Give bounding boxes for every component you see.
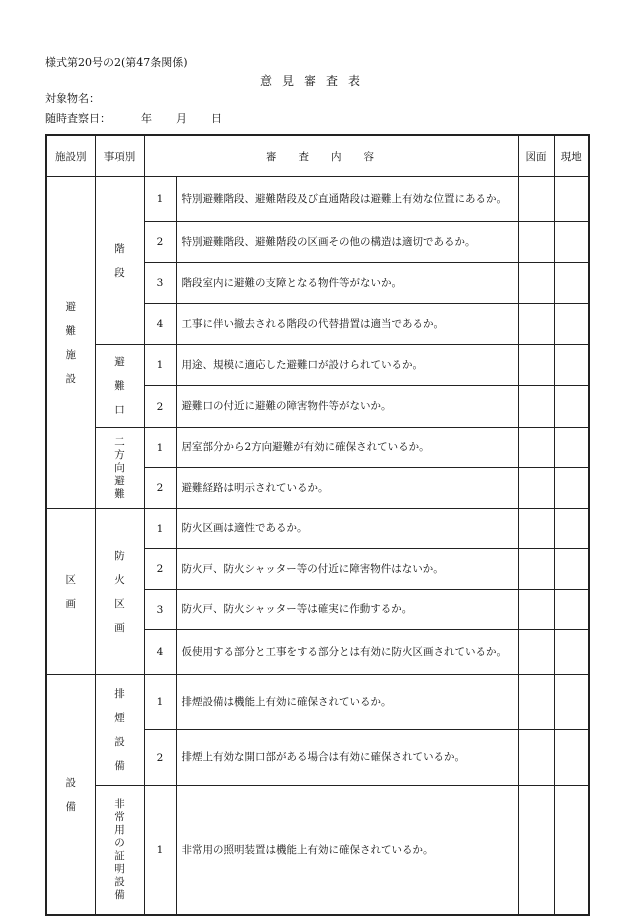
item-fire-division: 防 火 区 画 [95, 509, 144, 675]
row-text: 居室部分から2方向避難が有効に確保されているか。 [176, 428, 518, 468]
drawing-check-cell[interactable] [518, 786, 554, 916]
drawing-check-cell[interactable] [518, 177, 554, 222]
site-check-cell[interactable] [554, 549, 589, 590]
drawing-check-cell[interactable] [518, 304, 554, 345]
header-site: 現地 [554, 135, 589, 177]
section-division: 区 画 [46, 509, 95, 675]
table-row [46, 786, 589, 916]
drawing-check-cell[interactable] [518, 730, 554, 786]
inspection-date-label: 随時査察日： [45, 112, 111, 125]
row-number: 2 [144, 730, 176, 786]
section-evacuation: 避 難 施 設 [46, 177, 95, 509]
row-text: 工事に伴い撤去される階段の代替措置は適当であるか。 [176, 304, 518, 345]
drawing-check-cell[interactable] [518, 630, 554, 675]
table-row [46, 509, 589, 549]
row-text: 避難経路は明示されているか。 [176, 468, 518, 509]
drawing-check-cell[interactable] [518, 222, 554, 263]
row-number: 4 [144, 304, 176, 345]
item-two-way-evacuation: 二 方 向 避 難 [95, 428, 144, 509]
item-emergency-lighting: 非 常 用 の 証 明 設 備 [95, 786, 144, 916]
row-number: 1 [144, 786, 176, 916]
row-text: 避難口の付近に避難の障害物件等がないか。 [176, 386, 518, 428]
date-month-label: 月 [176, 112, 187, 125]
row-text: 排煙設備は機能上有効に確保されているか。 [176, 675, 518, 730]
site-check-cell[interactable] [554, 345, 589, 386]
row-text: 仮使用する部分と工事をする部分とは有効に防火区画されているか。 [176, 630, 518, 675]
item-stairs: 階 段 [95, 177, 144, 345]
row-number: 1 [144, 177, 176, 222]
drawing-check-cell[interactable] [518, 428, 554, 468]
header-facility: 施設別 [46, 135, 95, 177]
row-number: 2 [144, 386, 176, 428]
table-header-row [46, 135, 589, 177]
drawing-check-cell[interactable] [518, 549, 554, 590]
site-check-cell[interactable] [554, 509, 589, 549]
date-day-label: 日 [211, 112, 222, 125]
site-check-cell[interactable] [554, 630, 589, 675]
item-exit: 避 難 口 [95, 345, 144, 428]
header-item: 事項別 [95, 135, 144, 177]
site-check-cell[interactable] [554, 386, 589, 428]
row-text: 特別避難階段、避難階段の区画その他の構造は適切であるか。 [176, 222, 518, 263]
row-text: 非常用の照明装置は機能上有効に確保されているか。 [176, 786, 518, 916]
item-smoke-exhaust: 排 煙 設 備 [95, 675, 144, 786]
site-check-cell[interactable] [554, 786, 589, 916]
row-text: 用途、規模に適応した避難口が設けられているか。 [176, 345, 518, 386]
drawing-check-cell[interactable] [518, 468, 554, 509]
row-number: 4 [144, 630, 176, 675]
drawing-check-cell[interactable] [518, 386, 554, 428]
row-number: 2 [144, 468, 176, 509]
site-check-cell[interactable] [554, 675, 589, 730]
site-check-cell[interactable] [554, 304, 589, 345]
row-text: 特別避難階段、避難階段及び直通階段は避難上有効な位置にあるか。 [176, 177, 518, 222]
drawing-check-cell[interactable] [518, 590, 554, 630]
site-check-cell[interactable] [554, 590, 589, 630]
header-content: 審査内容 [144, 135, 518, 177]
drawing-check-cell[interactable] [518, 345, 554, 386]
form-number: 様式第20号の2(第47条関係) [45, 56, 188, 69]
drawing-check-cell[interactable] [518, 675, 554, 730]
row-number: 1 [144, 345, 176, 386]
table-row [46, 345, 589, 386]
row-text: 防火区画は適性であるか。 [176, 509, 518, 549]
row-number: 3 [144, 263, 176, 304]
row-text: 階段室内に避難の支障となる物件等がないか。 [176, 263, 518, 304]
row-text: 排煙上有効な開口部がある場合は有効に確保されているか。 [176, 730, 518, 786]
site-check-cell[interactable] [554, 177, 589, 222]
site-check-cell[interactable] [554, 263, 589, 304]
review-table [45, 134, 590, 916]
date-year-label: 年 [141, 112, 152, 125]
site-check-cell[interactable] [554, 730, 589, 786]
row-text: 防火戸、防火シャッター等の付近に障害物件はないか。 [176, 549, 518, 590]
row-number: 3 [144, 590, 176, 630]
site-check-cell[interactable] [554, 222, 589, 263]
table-row [46, 675, 589, 730]
drawing-check-cell[interactable] [518, 509, 554, 549]
row-number: 1 [144, 675, 176, 730]
row-number: 2 [144, 549, 176, 590]
row-number: 2 [144, 222, 176, 263]
row-number: 1 [144, 509, 176, 549]
row-text: 防火戸、防火シャッター等は確実に作動するか。 [176, 590, 518, 630]
site-check-cell[interactable] [554, 468, 589, 509]
table-row [46, 177, 589, 222]
drawing-check-cell[interactable] [518, 263, 554, 304]
row-number: 1 [144, 428, 176, 468]
document-title: 意見審査表 [259, 74, 370, 88]
header-drawing: 図面 [518, 135, 554, 177]
table-row [46, 428, 589, 468]
site-check-cell[interactable] [554, 428, 589, 468]
section-equipment: 設 備 [46, 675, 95, 916]
object-name-label: 対象物名： [45, 92, 100, 105]
